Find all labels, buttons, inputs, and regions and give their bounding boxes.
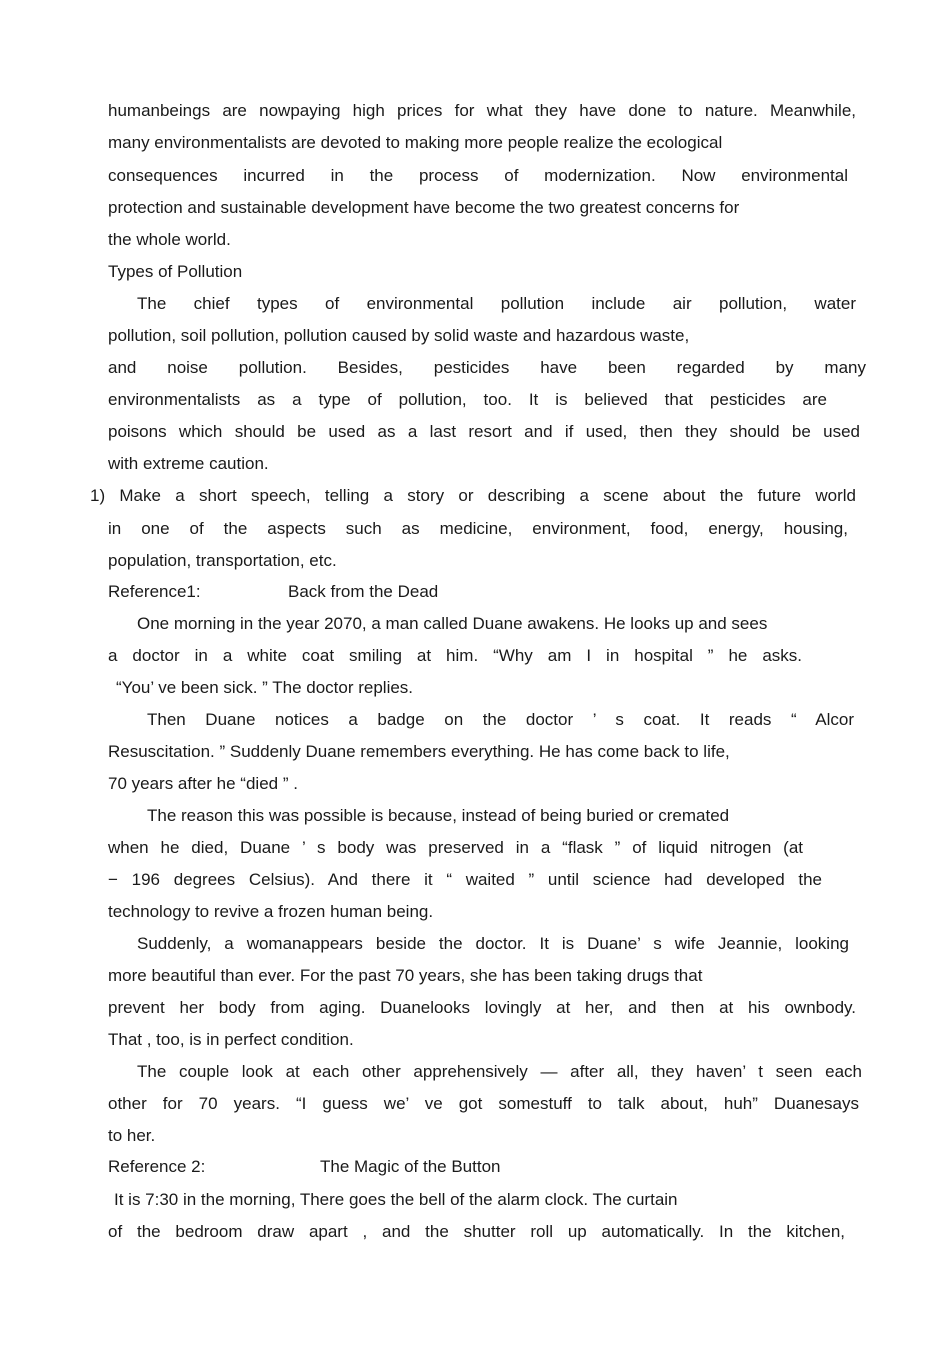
story-line: of the bedroom draw apart , and the shutter roll up automatically. In the kitchen, [108,1222,845,1241]
story-title: Back from the Dead [288,582,439,601]
paragraph-line: The chief types of environmental pollution include air pollution, water [137,294,856,313]
section-heading: Types of Pollution [108,262,243,281]
reference-label: Reference 2: [108,1157,206,1176]
task-prompt-line: population, transportation, etc. [108,551,337,570]
story-line: prevent her body from aging. Duanelooks lovingly at her, and then at his ownbody. [108,998,856,1017]
paragraph-line: pollution, soil pollution, pollution caused by solid waste and hazardous waste, [108,326,690,345]
story-line: Then Duane notices a badge on the doctor ’ s coat. It reads “ Alcor [147,710,854,729]
paragraph-line: poisons which should be used as a last resort and if used, then they should be used [108,422,860,441]
paragraph-line: the whole world. [108,230,231,249]
story-line: more beautiful than ever. For the past 70 years, she has been taking drugs that [108,966,703,985]
reference-label: Reference1: [108,582,201,601]
paragraph-line: many environmentalists are devoted to making more people realize the ecological [108,133,723,152]
paragraph-line: and noise pollution. Besides, pesticides have been regarded by many [108,358,866,377]
paragraph-line: protection and sustainable development have become the two greatest concerns for [108,198,740,217]
story-line: when he died, Duane ’ s body was preserved in a “flask ” of liquid nitrogen (at [108,838,803,857]
story-line: to her. [108,1126,156,1145]
task-prompt-line: in one of the aspects such as medicine, environment, food, energy, housing, [108,519,848,538]
story-line: “You’ ve been sick. ” The doctor replies. [116,678,414,697]
task-prompt-line: 1) Make a short speech, telling a story or describing a scene about the future world [90,486,856,505]
story-line: It is 7:30 in the morning, There goes the bell of the alarm clock. The curtain [114,1190,678,1209]
paragraph-line: with extreme caution. [108,454,269,473]
story-line: One morning in the year 2070, a man called Duane awakens. He looks up and sees [137,614,768,633]
story-line: − 196 degrees Celsius). And there it “ waited ” until science had developed the [108,870,822,889]
story-line: That , too, is in perfect condition. [108,1030,354,1049]
story-line: Suddenly, a womanappears beside the doctor. It is Duane’ s wife Jeannie, looking [137,934,849,953]
paragraph-line: environmentalists as a type of pollution, too. It is believed that pesticides are [108,390,827,409]
paragraph-line: consequences incurred in the process of modernization. Now environmental [108,166,848,185]
story-line: The couple look at each other apprehensively — after all, they haven’ t seen each [137,1062,862,1081]
paragraph-line: humanbeings are nowpaying high prices for what they have done to nature. Meanwhile, [108,101,856,120]
story-line: other for 70 years. “I guess we’ ve got somestuff to talk about, huh” Duanesays [108,1094,859,1113]
story-line: a doctor in a white coat smiling at him. “Why am I in hospital ” he asks. [108,646,802,665]
story-line: 70 years after he “died ” . [108,774,298,793]
story-line: The reason this was possible is because, instead of being buried or cremated [147,806,730,825]
story-title: The Magic of the Button [320,1157,501,1176]
story-line: Resuscitation. ” Suddenly Duane remembers everything. He has come back to life, [108,742,730,761]
story-line: technology to revive a frozen human being. [108,902,434,921]
